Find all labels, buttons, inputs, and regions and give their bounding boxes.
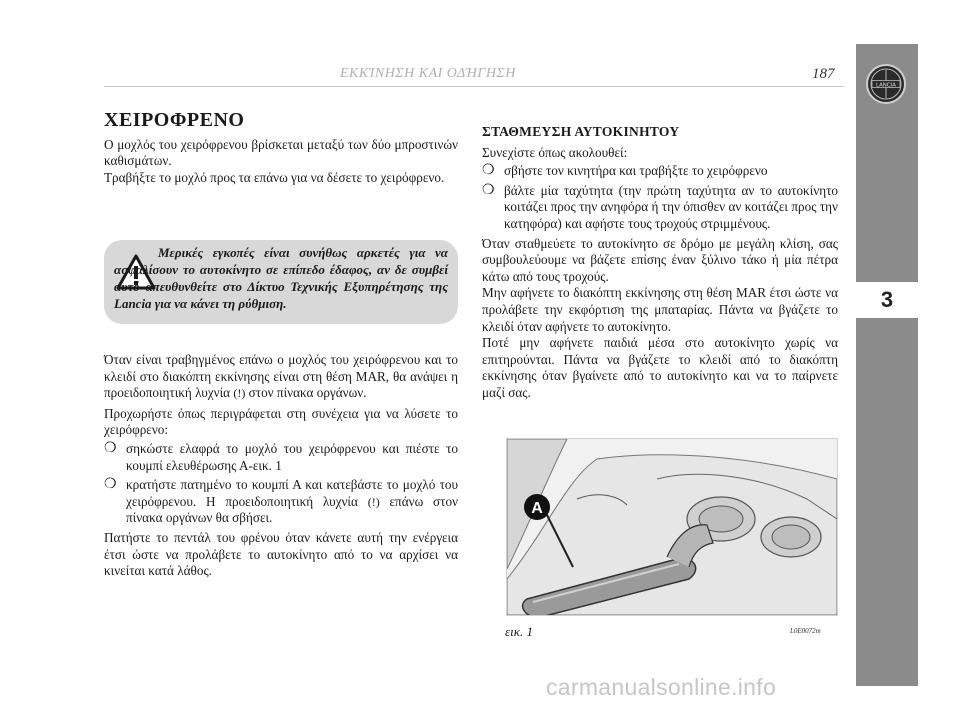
parking-paragraph-1: Όταν σταθμεύετε το αυτοκίνητο σε δρόμο με μεγάλη κλίση, σας συμβουλεύουμε να βάζετε επίσης έναν ξύλινο τάκο ή μία πέτρα κάτω από τους τροχούς.	[482, 235, 838, 284]
handbrake-illustration	[507, 439, 837, 615]
logo-text: LANCIA	[876, 82, 896, 89]
bullet-marker-icon: ❍	[482, 163, 495, 179]
list-item	[482, 163, 838, 180]
page-number: 187	[812, 66, 835, 82]
left-column	[104, 109, 458, 186]
bullet-marker-icon: ❍	[104, 477, 117, 493]
list-item-text: βάλτε μία ταχύτητα (την πρώτη ταχύτητα αν το αυτοκίνητο κοιτάζει προς την ανηφόρα ή την όπισθεν αν κοιτάζει προς την κατηφόρα) και αφήστε τους τροχούς στριμμένους.	[504, 182, 838, 231]
lamp-paragraph-text: Όταν είναι τραβηγμένος επάνω ο μοχλός του χειρόφρενου και το κλειδί στο διακόπτη εκκίνησης είναι στη θέση MAR, θα ανάψει η προειδοποιητική λυχνία	[104, 352, 458, 401]
left-column-lower	[104, 352, 458, 580]
list-item-text: κρατήστε πατημένο το κουμπί Α και κατεβάστε το μοχλό του χειρόφρενου. Η προειδοποιητική λυχνία	[126, 477, 458, 509]
release-steps	[104, 441, 458, 527]
lamp-paragraph-end: στον πίνακα οργάνων.	[248, 385, 367, 401]
list-item-text: σηκώστε ελαφρά το μοχλό του χειρόφρενου και πιέστε το κουμπί ελευθέρωσης Α-εικ. 1	[126, 440, 458, 473]
intro-paragraph-2: Τραβήξτε το μοχλό προς τα επάνω για να δέσετε το χειρόφρενο.	[104, 169, 445, 185]
chapter-sidebar	[856, 44, 918, 686]
header-rule	[104, 86, 844, 87]
handbrake-figure	[506, 438, 838, 616]
section-heading-parking: ΣΤΑΘΜΕΥΣΗ ΑΥΤΟΚΙΝΗΤΟΥ	[482, 124, 680, 139]
brake-warning-lamp-icon: (!)	[367, 494, 380, 509]
list-item	[482, 183, 838, 233]
parking-paragraph-3: Ποτέ μην αφήνετε παιδιά μέσα στο αυτοκίνητο χωρίς να επιτηρούνται. Πάντα να βγάζετε το κλειδί από το διακόπτη εκκίνησης όταν βγαίνετε από το αυτοκίνητο και να το παίρνετε μαζί σας.	[482, 335, 838, 400]
figure-label-a: A	[531, 500, 543, 517]
parking-intro: Συνεχίστε όπως ακολουθεί:	[482, 144, 628, 160]
lamp-paragraph	[104, 352, 458, 402]
parking-paragraph-2: Μην αφήνετε το διακόπτη εκκίνησης στη θέση MAR έτσι ώστε να προλάβετε την εκφόρτιση της μπαταρίας. Πάντα να βγάζετε το κλειδί όταν αφήνετε το αυτοκίνητο.	[482, 285, 838, 334]
chapter-tab[interactable]: 3	[856, 282, 918, 318]
warning-box	[104, 240, 458, 324]
list-item	[104, 441, 458, 474]
brake-pedal-paragraph: Πατήστε το πεντάλ του φρένου όταν κάνετε αυτή την ενέργεια έτσι ώστε να προλάβετε το αυτοκίνητο από το να αρχίσει να κινείται κατά λάθος.	[104, 529, 458, 579]
list-item-text-end: επάνω στον πίνακα οργάνων θα σβήσει.	[126, 493, 459, 526]
watermark: carmanualsonline.info	[546, 674, 777, 700]
parking-steps	[482, 163, 838, 232]
bullet-marker-icon: ❍	[104, 440, 117, 456]
bullet-marker-icon: ❍	[482, 182, 495, 198]
lancia-logo-icon	[866, 64, 906, 104]
release-intro: Προχωρήστε όπως περιγράφεται στη συνέχεια για να λύσετε το χειρόφρενο:	[104, 405, 458, 438]
figure-caption: εικ. 1	[505, 624, 533, 639]
warning-text: Μερικές εγκοπές είναι συνήθως αρκετές για να ασφαλίσουν το αυτοκίνητο σε επίπεδο έδαφος, αν δε συμβεί αυτό απευθυνθείτε στο Δίκτυο Τεχνικής Εξυπηρέτησης της Lancia για να κάνει τη ρύθμιση.	[114, 245, 448, 311]
section-heading-handbrake: ΧΕΙΡΟΦΡΕΝΟ	[104, 109, 245, 131]
brake-warning-lamp-icon: (!)	[233, 386, 246, 401]
header-title: ΕΚΚΊΝΗΣΗ ΚΑΙ ΟΔΉΓΗΣΗ	[340, 66, 516, 81]
intro-paragraph-1: Ο μοχλός του χειρόφρενου βρίσκεται μεταξύ των δύο μπροστινών καθισμάτων.	[104, 136, 458, 169]
figure-code: L0E0072m	[790, 627, 821, 635]
right-column	[482, 124, 838, 402]
list-item	[104, 477, 458, 527]
list-item-text: σβήστε τον κινητήρα και τραβήξτε το χειρόφρενο	[504, 163, 768, 179]
